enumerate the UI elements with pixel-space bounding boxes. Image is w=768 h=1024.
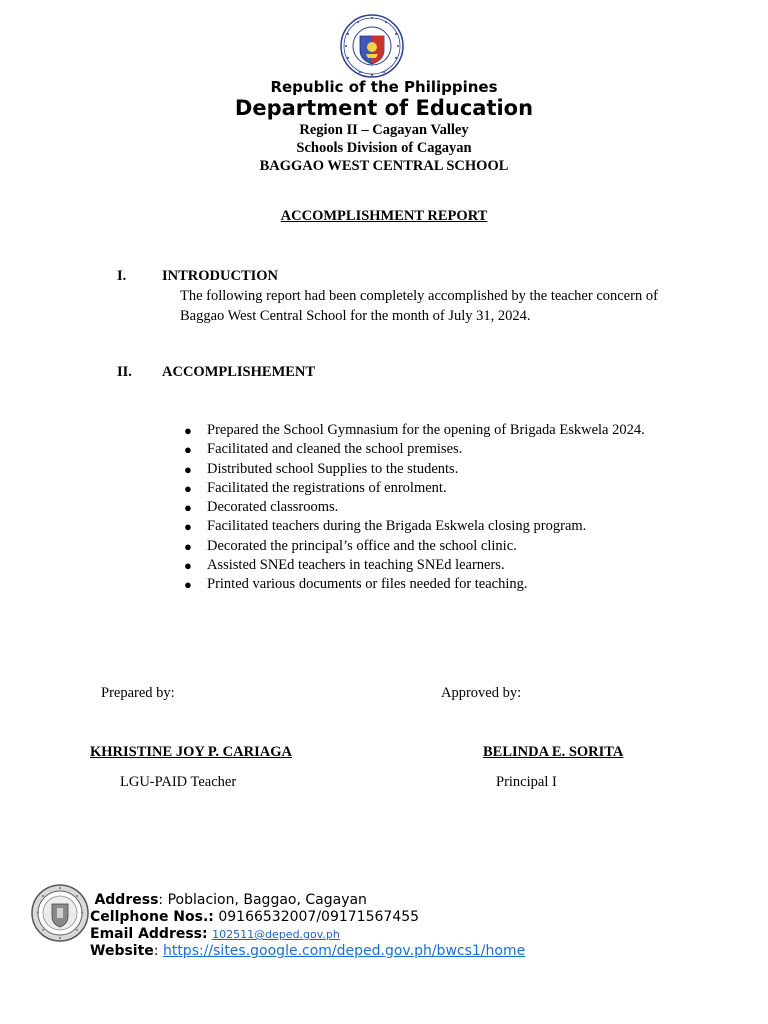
bullet-icon: ● — [184, 519, 192, 535]
preparer-role: LGU-PAID Teacher — [120, 774, 237, 790]
section-title: INTRODUCTION — [162, 268, 279, 284]
address-line: Address: Poblacion, Baggao, Cagayan — [94, 892, 367, 908]
address-value: Poblacion, Baggao, Cagayan — [167, 892, 367, 908]
list-item: ● Prepared the School Gymnasium for the opening of Brigada Eskwela 2024. — [184, 421, 645, 440]
approved-by-label: Approved by: — [441, 685, 522, 701]
website-link[interactable]: https://sites.google.com/deped.gov.ph/bwcs1/home — [162, 943, 526, 959]
website-line: Website: https://sites.google.com/deped.gov.ph/bwcs1/home — [90, 943, 526, 959]
bullet-icon: ● — [184, 577, 192, 593]
list-item: ● Assisted SNEd teachers in teaching SNEd learners. — [184, 556, 645, 575]
list-item: ● Distributed school Supplies to the students. — [184, 460, 645, 479]
cellphone-value: 09166532007/09171567455 — [218, 909, 420, 925]
report-title: ACCOMPLISHMENT REPORT — [280, 208, 488, 224]
list-item: ● Printed various documents or files needed for teaching. — [184, 575, 645, 594]
list-item: ● Facilitated and cleaned the school premises. — [184, 440, 645, 459]
region-heading: Region II – Cagayan Valley — [299, 122, 469, 138]
preparer-name: KHRISTINE JOY P. CARIAGA — [90, 744, 292, 760]
bullet-icon: ● — [184, 480, 192, 496]
approver-role: Principal I — [496, 774, 557, 790]
list-item: ● Facilitated the registrations of enrolment. — [184, 479, 645, 498]
website-label: Website — [90, 943, 154, 959]
bullet-icon: ● — [184, 558, 192, 574]
deped-seal-icon — [338, 14, 406, 78]
list-item: ● Facilitated teachers during the Brigada Eskwela closing program. — [184, 517, 645, 536]
prepared-by-label: Prepared by: — [101, 685, 175, 701]
accomplishment-list — [184, 421, 645, 595]
republic-heading: Republic of the Philippines — [270, 78, 498, 96]
cellphone-label: Cellphone Nos.: — [90, 909, 214, 925]
email-line — [90, 926, 525, 943]
bullet-icon: ● — [184, 423, 192, 438]
bullet-icon: ● — [184, 442, 192, 458]
section-title: ACCOMPLISHEMENT — [162, 364, 316, 380]
list-item: ● Decorated the principal’s office and the school clinic. — [184, 537, 645, 556]
email-label: Email Address: — [90, 926, 208, 942]
introduction-text: The following report had been completely accomplished by the teacher concern of Baggao West Central School for the month of July 31, 2024. — [180, 288, 658, 324]
bullet-icon: ● — [184, 538, 192, 554]
contact-info — [90, 892, 525, 960]
division-heading: Schools Division of Cagayan — [296, 140, 472, 156]
department-heading: Department of Education — [234, 96, 534, 120]
cellphone-line — [90, 909, 525, 926]
approver-name: BELINDA E. SORITA — [483, 744, 624, 760]
school-heading: BAGGAO WEST CENTRAL SCHOOL — [259, 158, 509, 174]
email-link[interactable]: 102511@deped.gov.ph — [212, 928, 340, 941]
section-number: II. — [117, 364, 132, 380]
address-label: Address — [94, 892, 159, 908]
school-seal-icon — [30, 884, 90, 942]
bullet-icon: ● — [184, 461, 192, 477]
list-item: ● Decorated classrooms. — [184, 498, 645, 517]
section-number: I. — [117, 268, 127, 284]
bullet-icon: ● — [184, 500, 192, 516]
